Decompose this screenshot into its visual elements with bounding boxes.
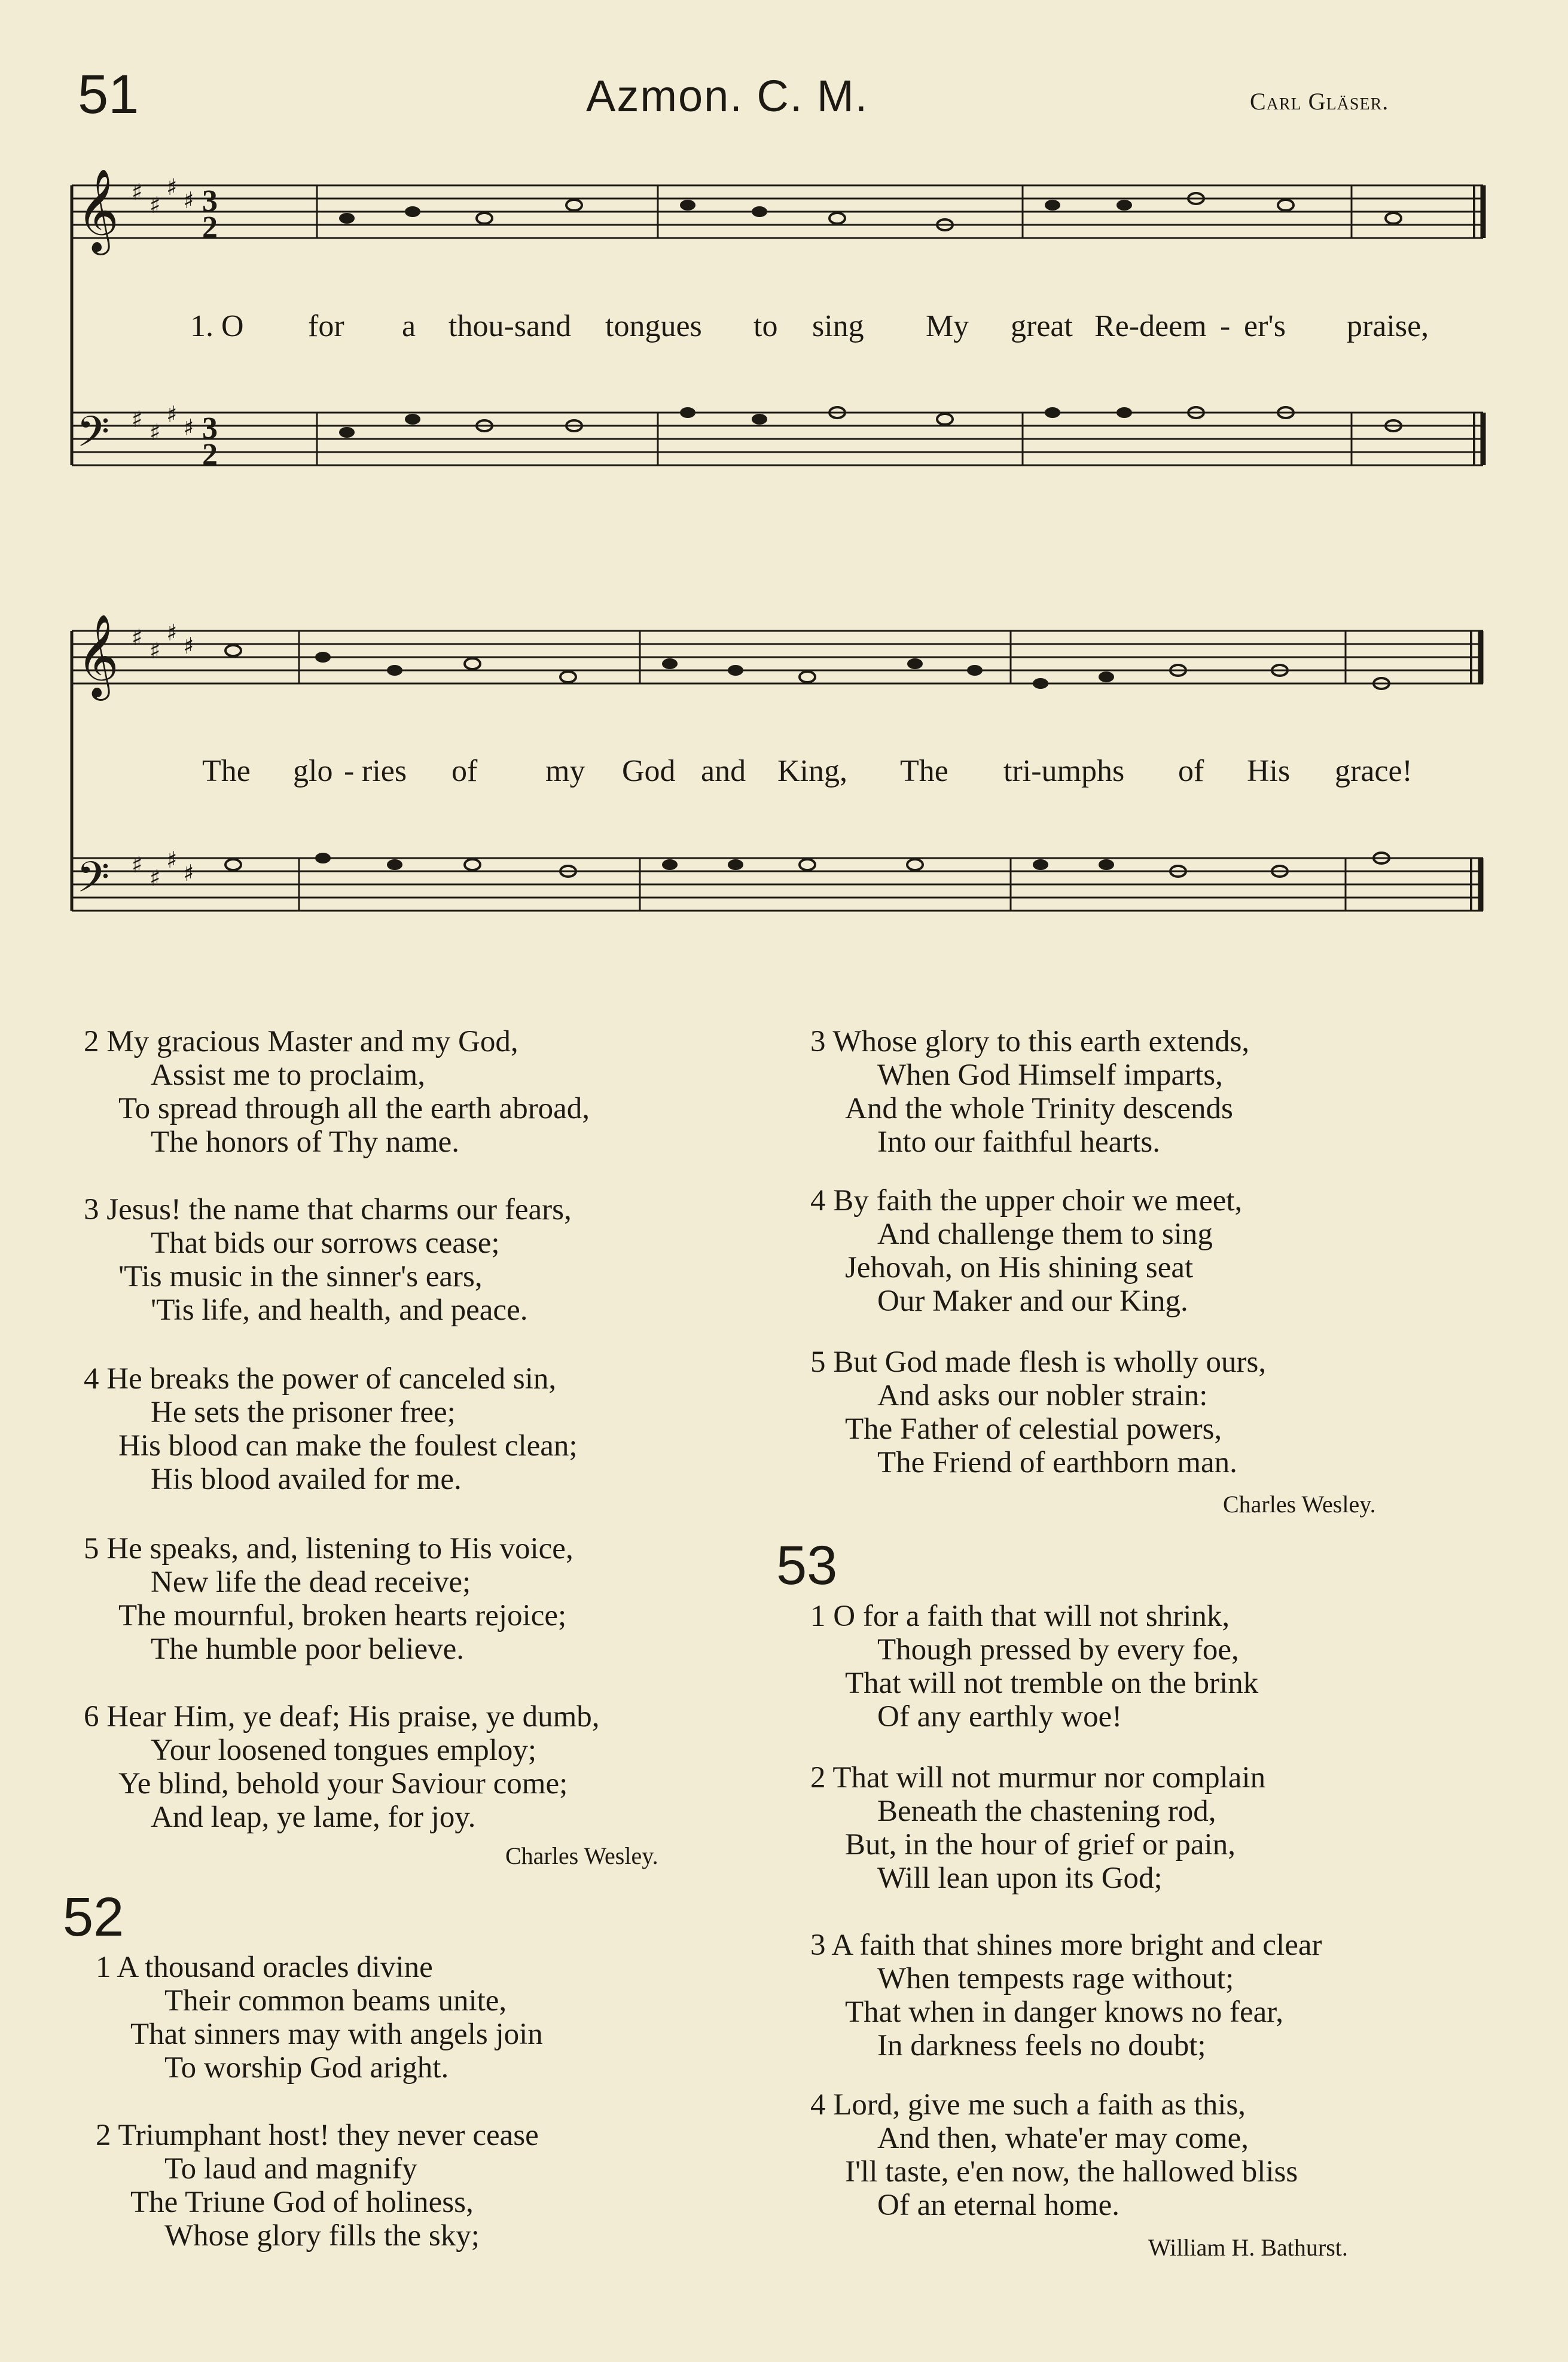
lyric-syllable: - [1220, 309, 1231, 343]
svg-text:♯: ♯ [132, 406, 143, 432]
stanza-line: New life the dead receive; [151, 1565, 471, 1599]
svg-text:♯: ♯ [183, 633, 194, 659]
stanza-line: His blood availed for me. [151, 1463, 462, 1496]
stanza [810, 1761, 1265, 1895]
svg-text:♯: ♯ [150, 637, 161, 664]
stanza-line: And the whole Trinity descends [845, 1092, 1233, 1125]
lyric-syllable: His [1247, 754, 1291, 788]
stanza-line: 'Tis music in the sinner's ears, [118, 1260, 483, 1293]
stanza-line: The honors of Thy name. [151, 1125, 460, 1159]
stanza-line: And challenge them to sing [877, 1217, 1213, 1251]
stanza-line: To spread through all the earth abroad, [118, 1092, 590, 1125]
stanza-line: Beneath the chastening rod, [877, 1795, 1216, 1828]
stanza-line: Ye blind, behold your Saviour come; [118, 1767, 568, 1801]
lyric-syllable: for [308, 309, 344, 343]
lyric-syllable: God [622, 754, 676, 788]
lyric-syllable: ries [362, 754, 407, 788]
stanza [84, 1362, 578, 1496]
stanza-line: 6 Hear Him, ye deaf; His praise, ye dumb, [84, 1700, 600, 1734]
stanza [810, 1600, 1258, 1734]
lyric-syllable: 1. O [190, 309, 244, 343]
stanza-line: When God Himself imparts, [877, 1058, 1223, 1092]
stanza-line: But, in the hour of grief or pain, [845, 1828, 1236, 1861]
stanza-line: 2 Triumphant host! they never cease [96, 2119, 539, 2152]
stanza-line: Your loosened tongues employ; [151, 1734, 537, 1767]
stanza-line: 2 My gracious Master and my God, [84, 1025, 518, 1058]
stanza [810, 1025, 1249, 1159]
stanza [810, 1184, 1242, 1318]
stanza-line: The Father of celestial powers, [845, 1412, 1222, 1446]
lyric-syllable: - [344, 754, 355, 788]
stanza-line: That bids our sorrows cease; [151, 1226, 500, 1260]
svg-text:♯: ♯ [150, 192, 161, 218]
stanza-line: Our Maker and our King. [877, 1284, 1188, 1318]
svg-text:♯: ♯ [166, 401, 178, 428]
stanza-line: He sets the prisoner free; [151, 1396, 456, 1429]
stanza-line: And leap, ye lame, for joy. [151, 1801, 476, 1834]
stanza-line: To laud and magnify [164, 2152, 417, 2186]
lyric-syllable: a [402, 309, 416, 343]
stanza-line: Assist me to proclaim, [151, 1058, 425, 1092]
author-credit: William H. Bathurst. [1148, 2234, 1348, 2261]
tune-title: Azmon. C. M. [586, 71, 869, 121]
stanza-line: 3 A faith that shines more bright and clear [810, 1928, 1322, 1962]
stanza-line: Though pressed by every foe, [877, 1633, 1239, 1667]
svg-text:♯: ♯ [132, 624, 143, 651]
lyric-syllable: The [900, 754, 948, 788]
svg-text:♯: ♯ [132, 852, 143, 878]
stanza-line: 4 Lord, give me such a faith as this, [810, 2088, 1246, 2122]
lyric-syllable: sing [812, 309, 864, 343]
svg-text:𝄞: 𝄞 [77, 169, 119, 252]
svg-text:♯: ♯ [183, 860, 194, 886]
stanza-line: The humble poor believe. [151, 1632, 464, 1666]
stanza-line: 1 O for a faith that will not shrink, [810, 1600, 1230, 1633]
stanza-line: Jehovah, on His shining seat [845, 1251, 1194, 1284]
svg-text:♯: ♯ [183, 187, 194, 213]
lyric-syllable: glo [293, 754, 333, 788]
stanza-line: 5 He speaks, and, listening to His voice, [84, 1532, 573, 1565]
lyrics-line-2 [0, 753, 1568, 789]
lyric-syllable: and [701, 754, 746, 788]
stanza [810, 1928, 1322, 2062]
svg-text:♯: ♯ [183, 414, 194, 441]
svg-text:♯: ♯ [166, 174, 178, 200]
stanza-line: His blood can make the foulest clean; [118, 1429, 578, 1463]
stanza-line: 3 Whose glory to this earth extends, [810, 1025, 1250, 1058]
author-credit: Charles Wesley. [1223, 1491, 1376, 1518]
stanza-line: I'll taste, e'en now, the hallowed bliss [845, 2155, 1298, 2189]
stanza [84, 1532, 573, 1666]
svg-text:♯: ♯ [150, 419, 161, 445]
lyric-syllable: grace! [1335, 754, 1413, 788]
stanza-line: 'Tis life, and health, and peace. [151, 1293, 528, 1327]
lyric-syllable: Re-deem [1094, 309, 1207, 343]
stanza-line: Will lean upon its God; [877, 1861, 1163, 1895]
svg-text:♯: ♯ [150, 865, 161, 891]
lyric-syllable: my [545, 754, 585, 788]
lyric-syllable: tri-umphs [1003, 754, 1125, 788]
lyric-syllable: tongues [605, 309, 702, 343]
stanza [810, 1345, 1266, 1479]
stanza-line: Their common beams unite, [164, 1984, 507, 2018]
stanza-line: And asks our nobler strain: [877, 1379, 1208, 1412]
svg-text:2: 2 [202, 210, 218, 245]
lyric-syllable: er's [1244, 309, 1286, 343]
stanza-line: The Triune God of holiness, [130, 2186, 474, 2219]
stanza-line: To worship God aright. [164, 2051, 449, 2085]
stanza-line: 1 A thousand oracles divine [96, 1951, 433, 1984]
stanza-line: 3 Jesus! the name that charms our fears, [84, 1193, 572, 1226]
stanza-line: Whose glory fills the sky; [164, 2219, 480, 2253]
svg-text:𝄢: 𝄢 [77, 407, 110, 467]
hymn-number: 51 [78, 64, 139, 125]
stanza [84, 1025, 590, 1159]
stanza [96, 2119, 539, 2253]
stanza [84, 1700, 600, 1834]
stanza-line: Into our faithful hearts. [877, 1125, 1161, 1159]
stanza [96, 1951, 543, 2085]
stanza-line: And then, whate'er may come, [877, 2122, 1249, 2155]
composer: Carl Gläser. [1250, 88, 1389, 115]
stanza-line: 4 By faith the upper choir we meet, [810, 1184, 1243, 1217]
lyrics-line-1 [0, 309, 1568, 344]
author-credit: Charles Wesley. [505, 1842, 658, 1869]
lyric-syllable: thou-sand [449, 309, 572, 343]
svg-text:𝄢: 𝄢 [77, 853, 110, 913]
svg-text:3: 3 [202, 411, 218, 445]
stanza-line: 5 But God made flesh is wholly ours, [810, 1345, 1267, 1379]
stanza-line: 4 He breaks the power of canceled sin, [84, 1362, 557, 1396]
lyric-syllable: The [202, 754, 251, 788]
stanza-line: In darkness feels no doubt; [877, 2029, 1206, 2062]
lyric-syllable: My [926, 309, 969, 343]
stanza [84, 1193, 572, 1327]
lyric-syllable: King, [777, 754, 847, 788]
stanza-line: When tempests rage without; [877, 1962, 1234, 1995]
lyric-syllable: of [1178, 754, 1204, 788]
svg-text:𝄞: 𝄞 [77, 614, 119, 697]
svg-text:♯: ♯ [132, 179, 143, 205]
svg-text:2: 2 [202, 438, 218, 472]
stanza-line: Of an eternal home. [877, 2189, 1119, 2222]
stanza-line: The mournful, broken hearts rejoice; [118, 1599, 567, 1632]
stanza-line: That will not tremble on the brink [845, 1667, 1259, 1700]
stanza [810, 2088, 1298, 2222]
stanza-line: That when in danger knows no fear, [845, 1995, 1283, 2029]
lyric-syllable: of [452, 754, 478, 788]
lyric-syllable: to [754, 309, 778, 343]
hymn-number: 53 [776, 1535, 838, 1596]
svg-text:3: 3 [202, 184, 218, 218]
lyric-syllable: great [1011, 309, 1073, 343]
lyric-syllable: praise, [1347, 309, 1429, 343]
svg-text:♯: ♯ [166, 847, 178, 873]
stanza-line: Of any earthly woe! [877, 1700, 1122, 1734]
stanza-line: The Friend of earthborn man. [877, 1446, 1237, 1479]
hymn-number: 52 [63, 1887, 124, 1948]
svg-text:♯: ♯ [166, 620, 178, 646]
stanza-line: That sinners may with angels join [130, 2018, 543, 2051]
stanza-line: 2 That will not murmur nor complain [810, 1761, 1266, 1795]
